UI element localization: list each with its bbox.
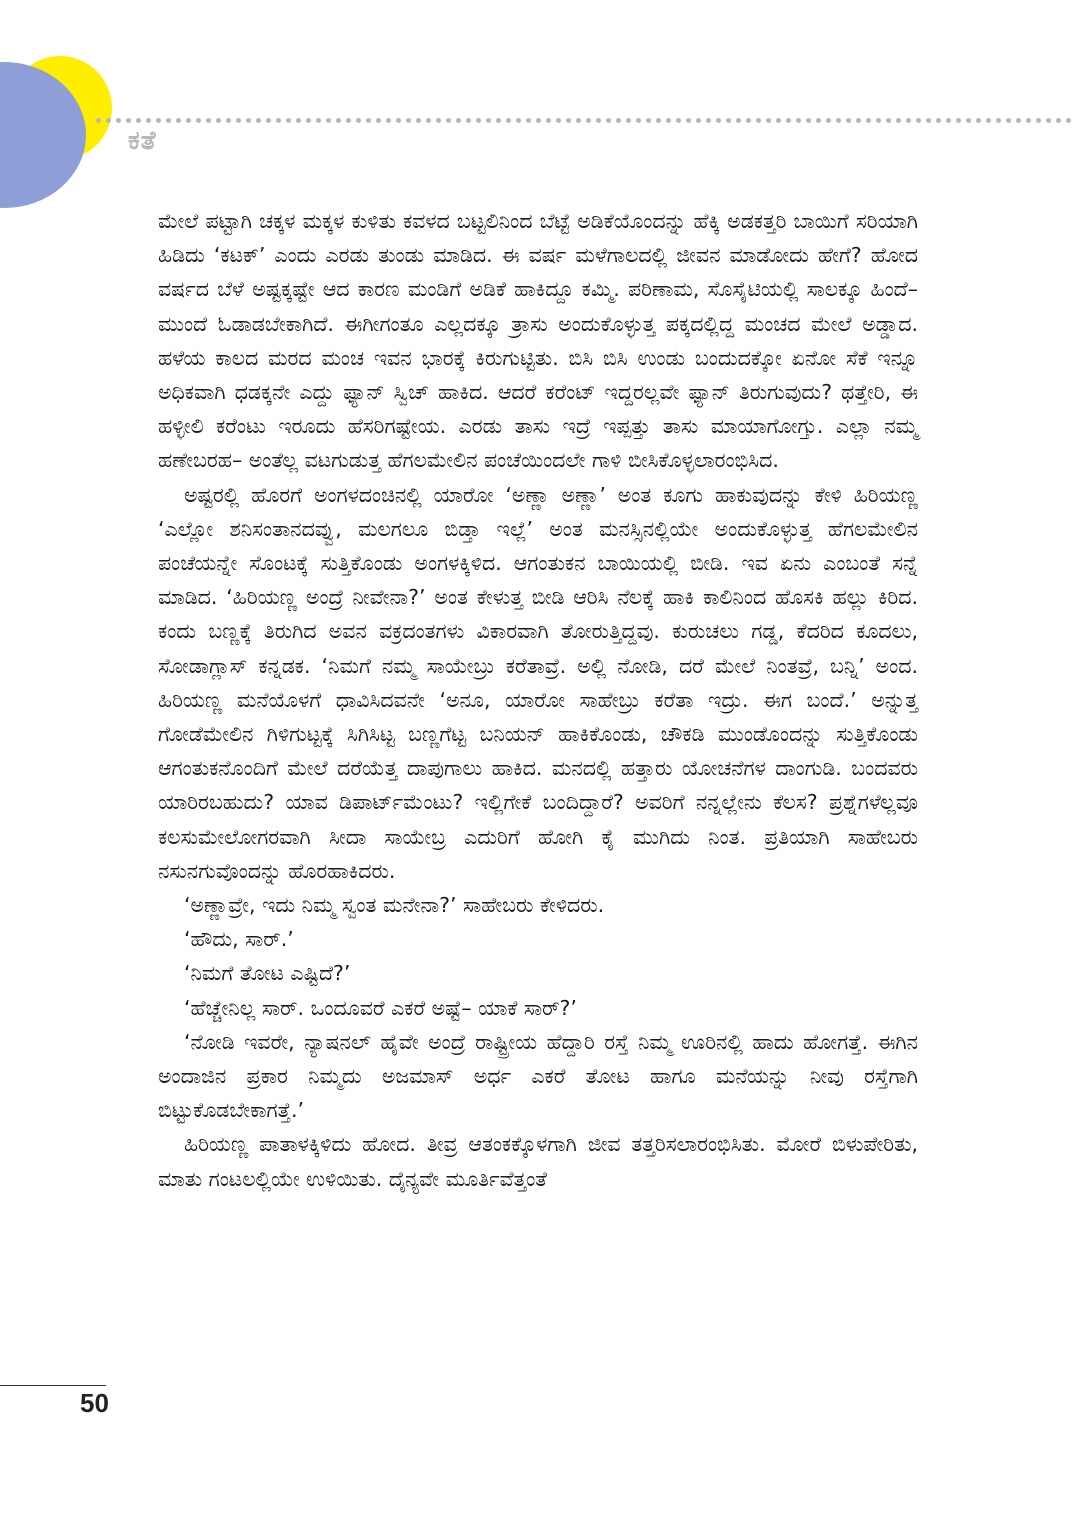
header-dotted-rule	[96, 118, 1072, 123]
story-body	[158, 204, 918, 1196]
dialogue-line: ‘ಅಣ್ಣಾವ್ರೇ, ಇದು ನಿಮ್ಮ ಸ್ವಂತ ಮನೇನಾ?’ ಸಾಹೇಬರು ಕೇಳಿದರು.	[184, 893, 605, 918]
dialogue-line: ‘ಹೆಚ್ಚೇನಿಲ್ಲ ಸಾರ್. ಒಂದೂವರೆ ಎಕರೆ ಅಷ್ಟೆ– ಯಾಕೆ ಸಾರ್?’	[184, 995, 577, 1020]
section-label: ಕತೆ	[128, 126, 157, 156]
paragraph: ಮೇಲೆ ಪಟ್ಟಾಗಿ ಚಕ್ಕಳ ಮಕ್ಕಳ ಕುಳಿತು ಕವಳದ ಬಟ್ಟಲಿನಿಂದ ಬೆಟ್ಟೆ ಅಡಿಕೆಯೊಂದನ್ನು ಹೆಕ್ಕಿ ಅಡಕತ್ತರಿ ಬಾಯಿಗೆ ಸರಿಯಾಗಿ ಹಿಡಿದು ‘ಕಟಕ್’ ಎಂದು ಎರಡು ತುಂಡು ಮಾಡಿದ. ಈ ವರ್ಷ ಮಳೆಗಾಲದಲ್ಲಿ ಜೀವನ ಮಾಡೋದು ಹೇಗೆ? ಹೋದ ವರ್ಷದ ಬೆಳೆ ಅಷ್ಟಕ್ಕಷ್ಟೇ ಆದ ಕಾರಣ ಮಂಡಿಗೆ ಅಡಿಕೆ ಹಾಕಿದ್ದೂ ಕಮ್ಮಿ. ಪರಿಣಾಮ, ಸೊಸೈಟಿಯಲ್ಲಿ ಸಾಲಕ್ಕೂ ಹಿಂದೆ– ಮುಂದೆ ಓಡಾಡಬೇಕಾಗಿದೆ. ಈಗೀಗಂತೂ ಎಲ್ಲದಕ್ಕೂ ತ್ರಾಸು ಅಂದುಕೊಳ್ಳುತ್ತ ಪಕ್ಕದಲ್ಲಿದ್ದ ಮಂಚದ ಮೇಲೆ ಅಡ್ಡಾದ. ಹಳೆಯ ಕಾಲದ ಮರದ ಮಂಚ ಇವನ ಭಾರಕ್ಕೆ ಕಿರುಗುಟ್ಟಿತು. ಬಿಸಿ ಬಿಸಿ ಉಂಡು ಬಂದುದಕ್ಕೋ ಏನೋ ಸೆಕೆ ಇನ್ನೂ ಅಧಿಕವಾಗಿ ಧಡಕ್ಕನೇ ಎದ್ದು ಫ್ಯಾನ್ ಸ್ವಿಚ್ ಹಾಕಿದ. ಆದರೆ ಕರೆಂಟ್ ಇದ್ದರಲ್ಲವೇ ಫ್ಯಾನ್ ತಿರುಗುವುದು? ಥತ್ತೇರಿ, ಈ ಹಳ್ಳೀಲಿ ಕರೆಂಟು ಇರೂದು ಹೆಸರಿಗಷ್ಟೇಯ. ಎರಡು ತಾಸು ಇದ್ರೆ ಇಪ್ಪತ್ತು ತಾಸು ಮಾಯಾಗೋಗ್ತು. ಎಲ್ಲಾ ನಮ್ಮ ಹಣೇಬರಹ– ಅಂತೆಲ್ಲ ವಟಗುಡುತ್ತ ಹೆಗಲಮೇಲಿನ ಪಂಚೆಯಿಂದಲೇ ಗಾಳಿ ಬೀಸಿಕೊಳ್ಳಲಾರಂಭಿಸಿದ.	[158, 209, 918, 473]
paragraph: ಹಿರಿಯಣ್ಣ ಪಾತಾಳಕ್ಕಿಳಿದು ಹೋದ. ತೀವ್ರ ಆತಂಕಕ್ಕೊಳಗಾಗಿ ಜೀವ ತತ್ತರಿಸಲಾರಂಭಿಸಿತು. ಮೋರೆ ಬಿಳುಪೇರಿತು, ಮಾತು ಗಂಟಲಲ್ಲಿಯೇ ಉಳಿಯಿತು. ದೈನ್ಯವೇ ಮೂರ್ತಿವೆತ್ತಂತೆ	[158, 1132, 918, 1191]
paragraph: ಅಷ್ಟರಲ್ಲಿ ಹೊರಗೆ ಅಂಗಳದಂಚಿನಲ್ಲಿ ಯಾರೋ ‘ಅಣ್ಣಾ ಅಣ್ಣಾ’ ಅಂತ ಕೂಗು ಹಾಕುವುದನ್ನು ಕೇಳಿ ಹಿರಿಯಣ್ಣ ‘ಎಲ್ಲೋ ಶನಿಸಂತಾನದವ್ವು, ಮಲಗಲೂ ಬಿಡ್ತಾ ಇಲ್ಲೆ’ ಅಂತ ಮನಸ್ಸಿನಲ್ಲಿಯೇ ಅಂದುಕೊಳ್ಳುತ್ತ ಹೆಗಲಮೇಲಿನ ಪಂಚೆಯನ್ನೇ ಸೊಂಟಕ್ಕೆ ಸುತ್ತಿಕೊಂಡು ಅಂಗಳಕ್ಕಿಳಿದ. ಆಗಂತುಕನ ಬಾಯಿಯಲ್ಲಿ ಬೀಡಿ. ಇವ ಏನು ಎಂಬಂತೆ ಸನ್ನೆ ಮಾಡಿದ. ‘ಹಿರಿಯಣ್ಣ ಅಂದ್ರೆ ನೀವೇನಾ?’ ಅಂತ ಕೇಳುತ್ತ ಬೀಡಿ ಆರಿಸಿ ನೆಲಕ್ಕೆ ಹಾಕಿ ಕಾಲಿನಿಂದ ಹೊಸಕಿ ಹಲ್ಲು ಕಿರಿದ. ಕಂದು ಬಣ್ಣಕ್ಕೆ ತಿರುಗಿದ ಅವನ ವಕ್ರದಂತಗಳು ವಿಕಾರವಾಗಿ ತೋರುತ್ತಿದ್ದವು. ಕುರುಚಲು ಗಡ್ಡ, ಕೆದರಿದ ಕೂದಲು, ಸೋಡಾಗ್ಲಾಸ್ ಕನ್ನಡಕ. ‘ನಿಮಗೆ ನಮ್ಮ ಸಾಯೇಬ್ರು ಕರೆತಾವ್ರೆ. ಅಲ್ಲಿ ನೋಡಿ, ದರೆ ಮೇಲೆ ನಿಂತವ್ರೆ, ಬನ್ನಿ’ ಅಂದ. ಹಿರಿಯಣ್ಣ ಮನೆಯೊಳಗೆ ಧಾವಿಸಿದವನೇ ‘ಅನೂ, ಯಾರೋ ಸಾಹೇಬ್ರು ಕರೆತಾ ಇದ್ರು. ಈಗ ಬಂದೆ.’ ಅನ್ನುತ್ತ ಗೋಡೆಮೇಲಿನ ಗಿಳಿಗುಟ್ಟಕ್ಕೆ ಸಿಗಿಸಿಟ್ಟ ಬಣ್ಣಗೆಟ್ಟ ಬನಿಯನ್ ಹಾಕಿಕೊಂಡು, ಚೌಕಡಿ ಮುಂಡೊಂದನ್ನು ಸುತ್ತಿಕೊಂಡು ಆಗಂತುಕನೊಂದಿಗೆ ಮೇಲೆ ದರೆಯೆತ್ತ ದಾಪುಗಾಲು ಹಾಕಿದ. ಮನದಲ್ಲಿ ಹತ್ತಾರು ಯೋಚನೆಗಳ ದಾಂಗುಡಿ. ಬಂದವರು ಯಾರಿರಬಹುದು? ಯಾವ ಡಿಪಾರ್ಟ್‌ಮೆಂಟು? ಇಲ್ಲಿಗೇಕೆ ಬಂದಿದ್ದಾರೆ? ಅವರಿಗೆ ನನ್ನಲ್ಲೇನು ಕೆಲಸ? ಪ್ರಶ್ನೆಗಳೆಲ್ಲವೂ ಕಲಸುಮೇಲೋಗರವಾಗಿ ಸೀದಾ ಸಾಯೇಬ್ರ ಎದುರಿಗೆ ಹೋಗಿ ಕೈ ಮುಗಿದು ನಿಂತ. ಪ್ರತಿಯಾಗಿ ಸಾಹೇಬರು ನಸುನಗುವೊಂದನ್ನು ಹೊರಹಾಕಿದರು.	[158, 482, 918, 883]
dialogue-line: ‘ನಿಮಗೆ ತೋಟ ಎಷ್ಟಿದೆ?’	[184, 961, 351, 986]
dialogue-line: ‘ನೋಡಿ ಇವರೇ, ನ್ಯಾಷನಲ್ ಹೈವೇ ಅಂದ್ರೆ ರಾಷ್ಟ್ರೀಯ ಹೆದ್ದಾರಿ ರಸ್ತೆ ನಿಮ್ಮ ಊರಿನಲ್ಲಿ ಹಾದು ಹೋಗತ್ತೆ. ಈಗಿನ ಅಂದಾಜಿನ ಪ್ರಕಾರ ನಿಮ್ಮದು ಅಜಮಾಸ್ ಅರ್ಧ ಎಕರೆ ತೋಟ ಹಾಗೂ ಮನೆಯನ್ನು ನೀವು ರಸ್ತೆಗಾಗಿ ಬಿಟ್ಟುಕೊಡಬೇಕಾಗತ್ತೆ.’	[158, 1029, 918, 1123]
dialogue-line: ‘ಹೌದು, ಸಾರ್.’	[184, 927, 294, 952]
footer-rule	[0, 1385, 106, 1386]
page-number: 50	[80, 1388, 109, 1418]
